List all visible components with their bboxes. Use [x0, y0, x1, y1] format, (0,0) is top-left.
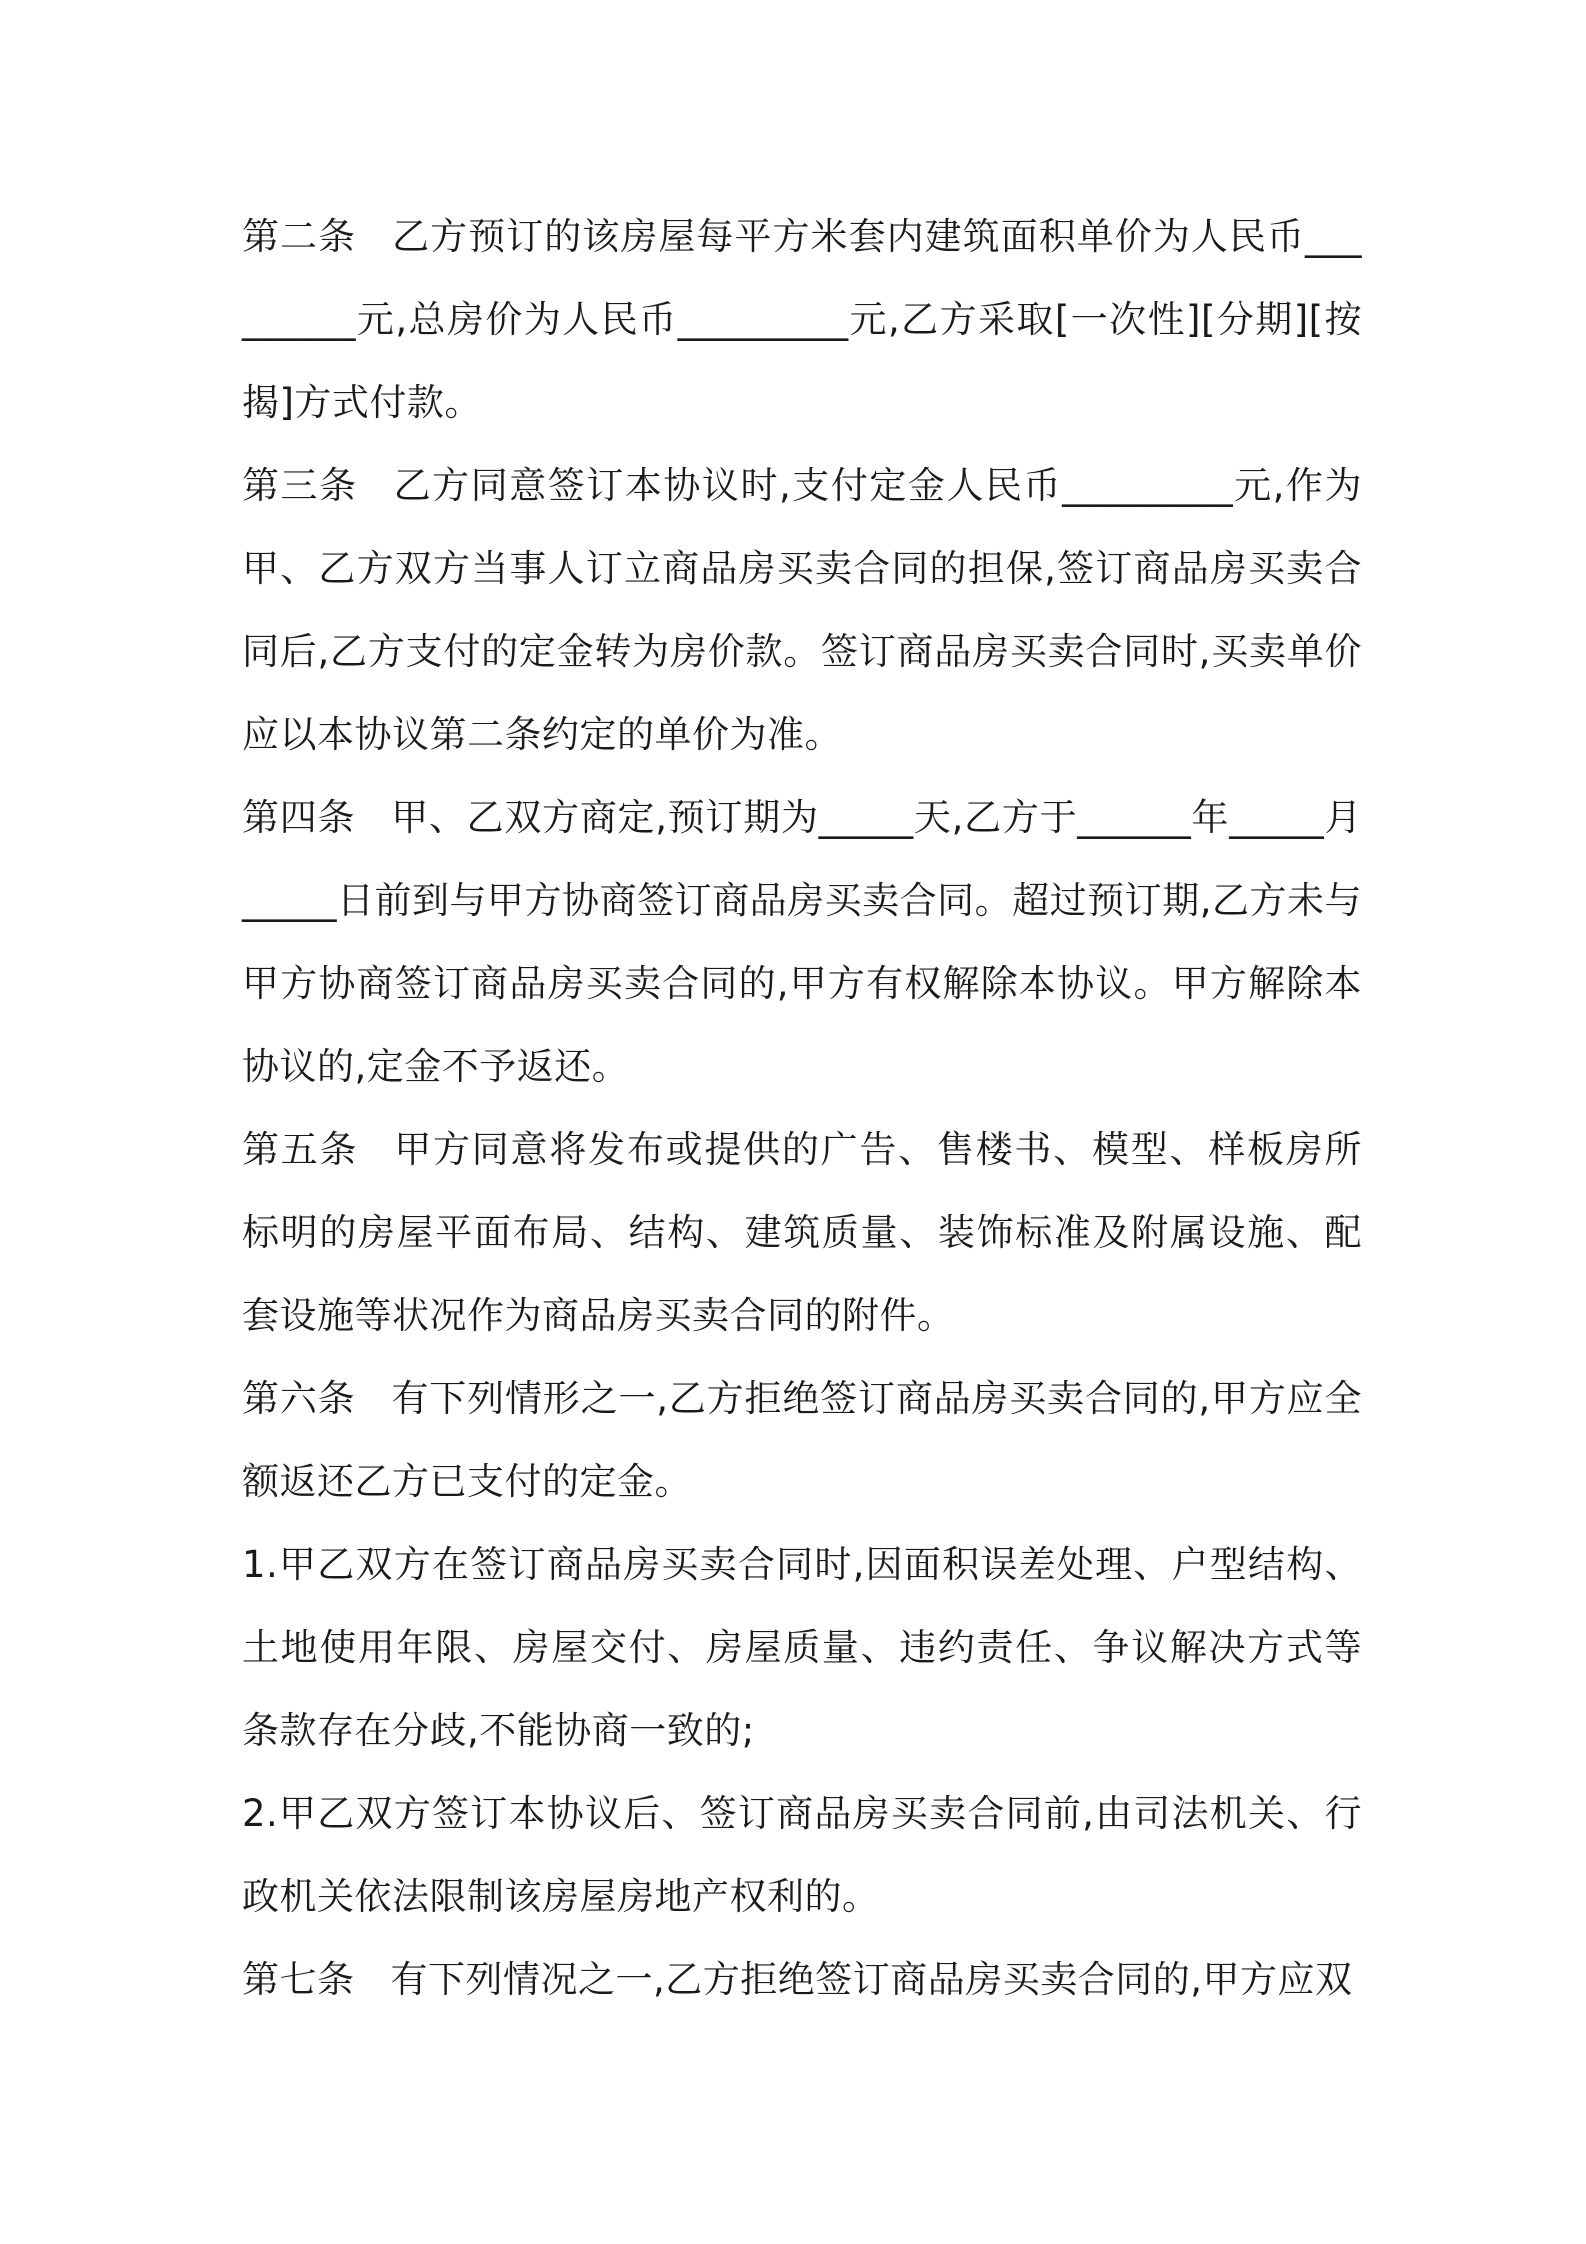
article-2 [242, 195, 1362, 444]
article-text: 乙方同意签订本协议时,支付定金人民币_________元,作为甲、乙方双方当事人订立商品房买卖合同的担保,签订商品房买卖合同后,乙方支付的定金转为房价款。签订商品房买卖合同时,买卖单价应以本协议第二条约定的单价为准。 [242, 464, 1362, 756]
article-text: 有下列情况之一,乙方拒绝签订商品房买卖合同的,甲方应双 [390, 1958, 1353, 2001]
article-4 [242, 776, 1362, 1108]
item-text: 2.甲乙双方签订本协议后、签订商品房买卖合同前,由司法机关、行政机关依法限制该房屋房地产权利的。 [242, 1792, 1362, 1918]
article-text: 甲、乙双方商定,预订期为_____天,乙方于______年_____月_____日前到与甲方协商签订商品房买卖合同。超过预订期,乙方未与甲方协商签订商品房买卖合同的,甲方有权解除本协议。甲方解除本协议的,定金不予返还。 [242, 796, 1362, 1088]
article-6-item-2 [242, 1772, 1362, 1938]
article-label: 第六条 [242, 1377, 356, 1420]
article-label: 第七条 [242, 1958, 355, 2001]
article-label: 第五条 [242, 1128, 359, 1171]
article-label: 第二条 [242, 215, 357, 258]
article-text: 甲方同意将发布或提供的广告、售楼书、模型、样板房所标明的房屋平面布局、结构、建筑质量、装饰标准及附属设施、配套设施等状况作为商品房买卖合同的附件。 [242, 1128, 1363, 1337]
article-6-item-1 [242, 1523, 1362, 1772]
article-5 [242, 1108, 1362, 1357]
article-7 [242, 1938, 1362, 2021]
article-label: 第三条 [242, 464, 358, 507]
article-text: 乙方预订的该房屋每平方米套内建筑面积单价为人民币_________元,总房价为人民币_________元,乙方采取[一次性][分期][按揭]方式付款。 [242, 215, 1363, 424]
article-label: 第四条 [242, 796, 356, 839]
document-body [242, 195, 1362, 2021]
article-text: 有下列情形之一,乙方拒绝签订商品房买卖合同的,甲方应全额返还乙方已支付的定金。 [242, 1377, 1362, 1503]
article-6 [242, 1357, 1362, 1523]
item-text: 1.甲乙双方在签订商品房买卖合同时,因面积误差处理、户型结构、土地使用年限、房屋交付、房屋质量、违约责任、争议解决方式等条款存在分歧,不能协商一致的; [242, 1543, 1362, 1752]
article-3 [242, 444, 1362, 776]
